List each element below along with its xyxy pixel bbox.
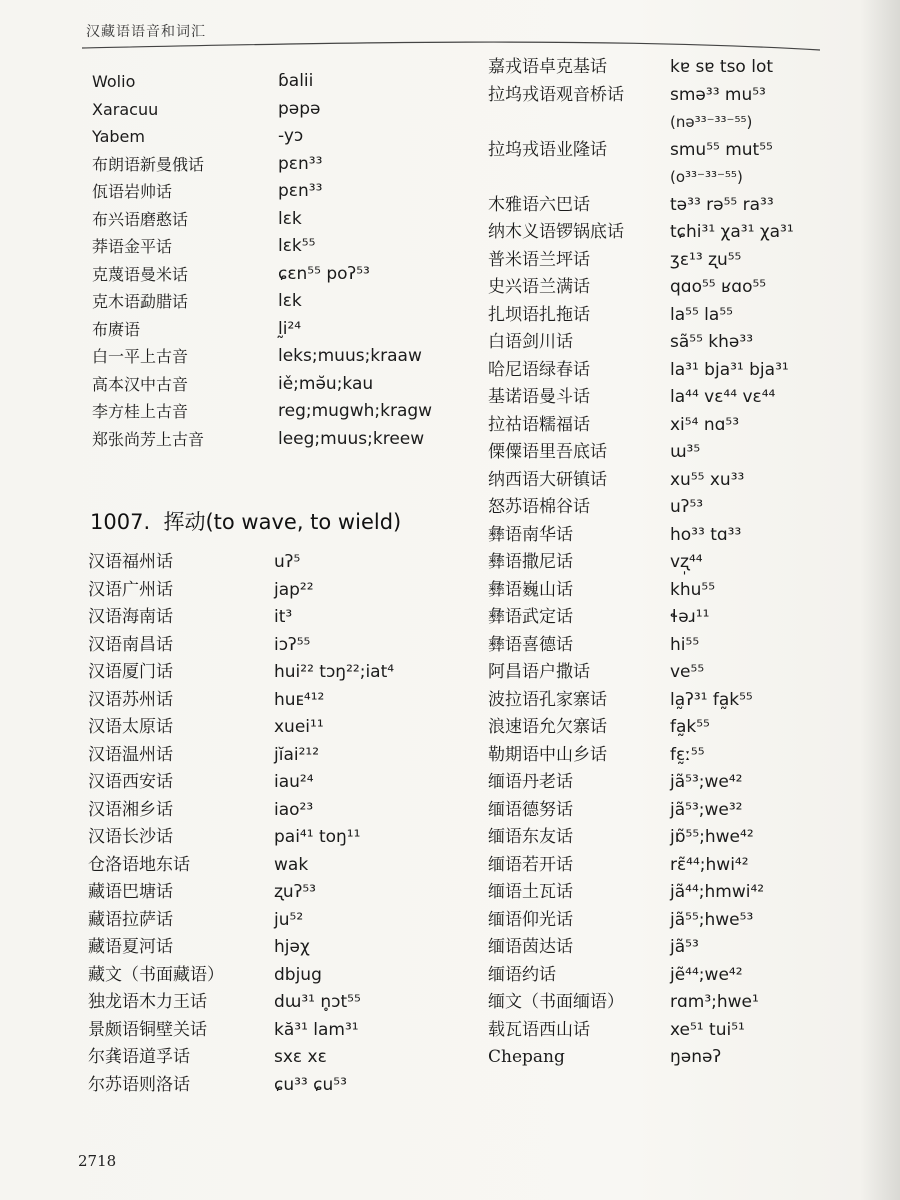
language-name: 缅语东友话: [488, 827, 573, 847]
language-name: Wolio: [92, 72, 136, 91]
entry-row: [88, 742, 468, 770]
word-form: ʐuʔ⁵³: [274, 882, 317, 902]
language-name: 白语剑川话: [488, 332, 573, 352]
entry-row: [488, 274, 868, 302]
word-form: lɛk⁵⁵: [278, 236, 316, 256]
entry-row: [488, 467, 868, 495]
language-name: 基诺语曼斗话: [488, 387, 590, 407]
entry-row: [88, 1044, 468, 1072]
entry-row: [88, 1017, 468, 1045]
language-name: 汉语福州话: [88, 552, 173, 572]
entry-row: [488, 742, 868, 770]
word-form: fa̰k⁵⁵: [670, 717, 710, 737]
word-form: iau²⁴: [274, 772, 314, 792]
language-name: 藏语夏河话: [88, 937, 173, 957]
entry-row: [488, 769, 868, 797]
word-form: fɛ̰ː⁵⁵: [670, 744, 705, 765]
word-form: pɛn³³: [278, 153, 323, 174]
entry-row: [488, 989, 868, 1017]
word-form: ɓalii: [278, 71, 314, 91]
entry-row: [488, 192, 868, 220]
entry-row: [488, 137, 868, 165]
entry-row: [88, 632, 468, 660]
language-name: 缅语仰光话: [488, 909, 573, 930]
section-title: 挥动(to wave, to wield): [163, 510, 402, 534]
word-form: pəpə: [278, 98, 321, 119]
entry-row: [488, 494, 868, 522]
word-form: l̰i²⁴: [278, 318, 302, 339]
page-number: 2718: [78, 1152, 117, 1170]
word-form: la̰ʔ³¹ fa̰k⁵⁵: [670, 689, 753, 710]
entry-row: [88, 797, 468, 825]
entry-row: [488, 852, 868, 880]
word-form: xi⁵⁴ nɑ⁵³: [670, 414, 740, 435]
entry-row: [88, 962, 468, 990]
language-name: 纳木义语锣锅底话: [488, 222, 624, 242]
word-form: lɛk: [278, 208, 302, 229]
language-name: 阿昌语户撒话: [488, 662, 590, 682]
entry-row: [92, 178, 472, 206]
language-name: 傈僳语里吾底话: [488, 442, 607, 462]
word-form: sã⁵⁵ khə³³: [670, 332, 754, 352]
word-form: iě;mǝ̆u;kau: [278, 373, 374, 394]
word-form: ʒɛ¹³ ʐu⁵⁵: [670, 249, 742, 270]
word-form: jã⁴⁴;hmwi⁴²: [670, 882, 765, 902]
word-form: xu⁵⁵ xu³³: [670, 469, 745, 490]
word-form: dɯ³¹ n̥ɔt⁵⁵: [274, 992, 361, 1012]
language-name: 景颇语铜壁关话: [88, 1019, 207, 1040]
entry-row: [488, 247, 868, 275]
entry-row: [88, 989, 468, 1017]
language-name: 彝语武定话: [488, 607, 573, 627]
word-form: vʐ̩⁴⁴: [670, 552, 703, 572]
entry-row: [88, 907, 468, 935]
language-name: 缅文（书面缅语）: [488, 992, 624, 1012]
entry-row: [92, 151, 472, 179]
language-name: 扎坝语扎拖话: [488, 304, 590, 325]
entry-row: [488, 219, 868, 247]
entry-row: [88, 769, 468, 797]
word-form-continuation: (nə³³⁻³³⁻⁵⁵): [670, 113, 753, 131]
language-name: 彝语撒尼话: [488, 552, 573, 572]
word-form: hui²² tɔŋ²²;iat⁴: [274, 662, 395, 682]
word-form: jĭai²¹²: [274, 744, 320, 765]
language-name: 汉语厦门话: [88, 662, 173, 682]
language-name: 汉语南昌话: [88, 634, 173, 655]
word-form: uʔ⁵³: [670, 497, 704, 517]
entry-row: [92, 371, 472, 399]
language-name: 载瓦语西山话: [488, 1019, 590, 1040]
entry-row: [488, 329, 868, 357]
language-name: 纳西语大研镇话: [488, 469, 607, 490]
entry-continuation-row: [488, 164, 868, 192]
entry-row: [92, 288, 472, 316]
word-form: wak: [274, 854, 309, 875]
language-name: 拉祜语糯福话: [488, 414, 590, 435]
word-form: rɛ̃⁴⁴;hwi⁴²: [670, 854, 749, 875]
language-name: 缅语土瓦话: [488, 882, 573, 902]
word-form: ɬəɹ¹¹: [670, 607, 710, 627]
left-column-top: [92, 68, 472, 453]
language-name: 怒苏语棉谷话: [488, 497, 590, 517]
language-name: 汉语湘乡话: [88, 799, 173, 820]
language-name: 藏语巴塘话: [88, 882, 173, 902]
language-name: 汉语西安话: [88, 772, 173, 792]
word-form: sxɛ xɛ: [274, 1047, 327, 1067]
entry-row: [92, 96, 472, 124]
word-form: ve⁵⁵: [670, 662, 705, 682]
word-form: la³¹ bja³¹ bja³¹: [670, 359, 789, 380]
word-form: dbjug: [274, 964, 322, 985]
word-form: tɕhi³¹ χa³¹ χa³¹: [670, 222, 794, 242]
word-form-continuation: (o³³⁻³³⁻⁵⁵): [670, 168, 743, 186]
language-name: 汉语苏州话: [88, 689, 173, 710]
word-form: jẽ⁴⁴;we⁴²: [670, 964, 743, 985]
entry-row: [488, 934, 868, 962]
entry-row: [92, 316, 472, 344]
language-name: 尔龚语道孚话: [88, 1047, 190, 1067]
language-name: 彝语南华话: [488, 524, 573, 545]
entry-row: [92, 426, 472, 454]
word-form: smu⁵⁵ mut⁵⁵: [670, 139, 773, 160]
entry-row: [488, 357, 868, 385]
word-form: tə³³ rə⁵⁵ ra³³: [670, 194, 774, 215]
right-column: [488, 54, 868, 1072]
entry-row: [88, 659, 468, 687]
entry-row: [88, 549, 468, 577]
entry-row: [88, 604, 468, 632]
word-form: jɒ̃⁵⁵;hwe⁴²: [670, 827, 754, 847]
language-name: 嘉戎语卓克基话: [488, 57, 607, 77]
language-name: 缅语若开话: [488, 854, 573, 875]
word-form: leeg;muus;kreew: [278, 428, 425, 449]
word-form: ɕu³³ ɕu⁵³: [274, 1074, 347, 1095]
word-form: jã⁵⁵;hwe⁵³: [670, 909, 754, 930]
language-name: 克蔑语曼米话: [92, 264, 189, 284]
language-name: Yabem: [92, 127, 145, 146]
entry-row: [488, 824, 868, 852]
word-form: jã⁵³;we⁴²: [670, 772, 743, 792]
word-form: huᴇ⁴¹²: [274, 689, 325, 710]
language-name: 彝语巍山话: [488, 579, 573, 600]
running-header: 汉藏语语音和词汇: [86, 24, 206, 40]
entry-row: [488, 1044, 868, 1072]
entry-row: [488, 879, 868, 907]
language-name: 拉坞戎语观音桥话: [488, 84, 624, 105]
entry-row: [488, 797, 868, 825]
language-name: 波拉语孔家寨话: [488, 689, 607, 710]
word-form: rɑm³;hwe¹: [670, 992, 759, 1012]
word-form: khu⁵⁵: [670, 579, 716, 600]
language-name: 汉语温州话: [88, 744, 173, 765]
entry-continuation-row: [488, 109, 868, 137]
language-name: 彝语喜德话: [488, 634, 573, 655]
entry-row: [488, 1017, 868, 1045]
language-name: Xaracuu: [92, 99, 159, 119]
language-name: 哈尼语绿春话: [488, 359, 590, 380]
entry-row: [92, 123, 472, 151]
language-name: Chepang: [488, 1047, 565, 1067]
language-name: 郑张尚芳上古音: [92, 429, 205, 449]
word-form: jã⁵³;we³²: [670, 799, 743, 820]
language-name: 缅语茵达话: [488, 937, 573, 957]
entry-row: [488, 549, 868, 577]
entry-row: [488, 577, 868, 605]
entry-row: [488, 632, 868, 660]
language-name: 布兴语磨憨话: [92, 209, 189, 229]
language-name: 布朗语新曼俄话: [92, 154, 205, 174]
word-form: la⁵⁵ la⁵⁵: [670, 304, 733, 325]
entry-row: [488, 962, 868, 990]
language-name: 克木语勐腊话: [92, 292, 189, 311]
language-name: 缅语丹老话: [488, 772, 573, 792]
entry-row: [92, 233, 472, 261]
entry-row: [488, 687, 868, 715]
language-name: 汉语太原话: [88, 717, 173, 737]
entry-row: [488, 302, 868, 330]
entry-row: [488, 439, 868, 467]
word-form: pai⁴¹ toŋ¹¹: [274, 827, 361, 847]
word-form: jã⁵³: [670, 937, 699, 957]
entry-row: [488, 659, 868, 687]
word-form: leks;muus;kraaw: [278, 346, 422, 366]
language-name: 独龙语木力王话: [88, 992, 207, 1012]
language-name: 缅语约话: [488, 964, 556, 985]
word-form: xuei¹¹: [274, 717, 324, 737]
language-name: 普米语兰坪话: [488, 249, 590, 270]
language-name: 藏语拉萨话: [88, 909, 173, 930]
entry-row: [88, 577, 468, 605]
entry-row: [88, 687, 468, 715]
word-form: kɐ sɐ tso lot: [670, 57, 774, 77]
entry-row: [488, 604, 868, 632]
language-name: 布赓语: [92, 319, 141, 339]
entry-row: [92, 343, 472, 371]
language-name: 汉语海南话: [88, 607, 173, 627]
entry-row: [92, 398, 472, 426]
word-form: it³: [274, 607, 293, 627]
entry-row: [488, 907, 868, 935]
language-name: 藏文（书面藏语）: [88, 964, 224, 985]
word-form: -yɔ: [278, 126, 304, 146]
word-form: kă³¹ lam³¹: [274, 1019, 359, 1040]
entry-row: [488, 82, 868, 110]
language-name: 高本汉中古音: [92, 374, 189, 394]
language-name: 史兴语兰满话: [488, 277, 590, 297]
language-name: 佤语岩帅话: [92, 182, 173, 201]
language-name: 木雅语六巴话: [488, 194, 590, 215]
word-form: hi⁵⁵: [670, 634, 700, 655]
entry-row: [488, 714, 868, 742]
entry-row: [92, 206, 472, 234]
language-name: 尔苏语则洛话: [88, 1074, 190, 1095]
language-name: 白一平上古音: [92, 347, 189, 366]
word-form: la⁴⁴ vɛ⁴⁴ vɛ⁴⁴: [670, 387, 776, 407]
word-form: iao²³: [274, 799, 314, 820]
word-form: reg;mugwh;kragw: [278, 401, 433, 421]
word-form: pɛn³³: [278, 181, 323, 201]
language-name: 汉语长沙话: [88, 827, 173, 847]
language-name: 汉语广州话: [88, 579, 173, 600]
entry-row: [88, 824, 468, 852]
left-column-bottom: [88, 549, 468, 1099]
word-form: jap²²: [274, 579, 314, 600]
entry-row: [88, 879, 468, 907]
language-name: 莽语金平话: [92, 237, 173, 256]
word-form: ho³³ tɑ³³: [670, 524, 742, 545]
word-form: ŋənəʔ: [670, 1047, 722, 1067]
entry-row: [488, 522, 868, 550]
entry-row: [488, 54, 868, 82]
word-form: qɑo⁵⁵ ʁɑo⁵⁵: [670, 277, 767, 297]
word-form: lɛk: [278, 291, 302, 311]
language-name: 勒期语中山乡话: [488, 744, 607, 765]
word-form: smə³³ mu⁵³: [670, 84, 766, 105]
entry-row: [488, 384, 868, 412]
word-form: ɕɛn⁵⁵ poʔ⁵³: [278, 263, 370, 284]
entry-row: [88, 1072, 468, 1100]
language-name: 仓洛语地东话: [88, 854, 190, 875]
language-name: 浪速语允欠寨话: [488, 717, 607, 737]
section-heading: [90, 506, 401, 536]
language-name: 缅语德努话: [488, 799, 573, 820]
entry-row: [92, 261, 472, 289]
word-form: xe⁵¹ tui⁵¹: [670, 1019, 745, 1040]
word-form: ju⁵²: [274, 909, 304, 930]
language-name: 李方桂上古音: [92, 402, 189, 421]
word-form: hjəχ: [274, 937, 310, 957]
entry-row: [88, 934, 468, 962]
section-number: 1007.: [90, 510, 151, 534]
entry-row: [92, 68, 472, 96]
word-form: uʔ⁵: [274, 552, 301, 572]
language-name: 拉坞戎语业隆话: [488, 139, 607, 160]
word-form: iɔʔ⁵⁵: [274, 634, 311, 655]
word-form: ɯ³⁵: [670, 442, 701, 462]
entry-row: [88, 714, 468, 742]
entry-row: [488, 412, 868, 440]
entry-row: [88, 852, 468, 880]
